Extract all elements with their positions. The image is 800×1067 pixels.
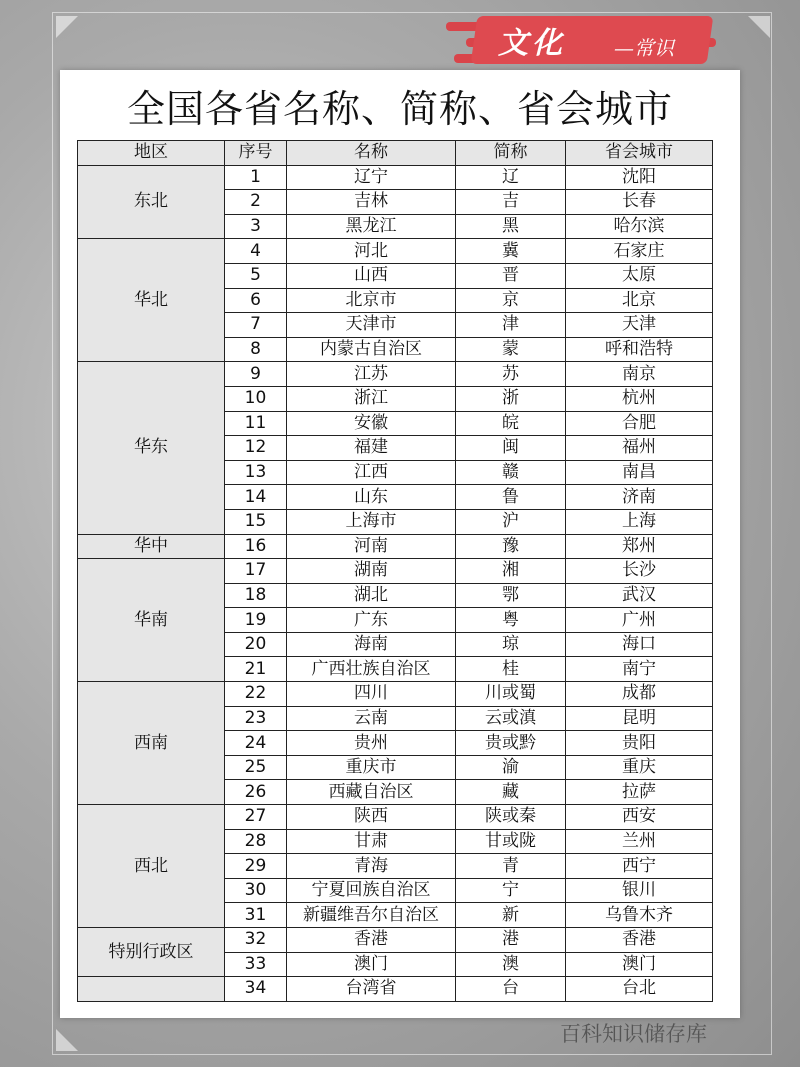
index-cell: 10 [225, 386, 287, 411]
index-cell: 33 [225, 952, 287, 977]
abbr-cell: 蒙 [456, 337, 566, 362]
page-title: 全国各省名称、简称、省会城市 [126, 87, 673, 131]
abbr-cell: 鄂 [456, 583, 566, 608]
capital-cell: 福州 [566, 436, 713, 461]
capital-cell: 上海 [566, 509, 713, 534]
name-cell: 吉林 [287, 190, 456, 215]
name-cell: 广东 [287, 608, 456, 633]
table-row [78, 165, 713, 190]
index-cell: 1 [225, 165, 287, 190]
name-cell: 江苏 [287, 362, 456, 387]
capital-cell: 重庆 [566, 755, 713, 780]
capital-cell: 昆明 [566, 706, 713, 731]
capital-cell: 呼和浩特 [566, 337, 713, 362]
name-cell: 西藏自治区 [287, 780, 456, 805]
capital-cell: 武汉 [566, 583, 713, 608]
table-row [78, 239, 713, 264]
name-cell: 辽宁 [287, 165, 456, 190]
name-cell: 陕西 [287, 805, 456, 830]
abbr-cell: 云或滇 [456, 706, 566, 731]
abbr-cell: 皖 [456, 411, 566, 436]
capital-cell: 贵阳 [566, 731, 713, 756]
capital-cell: 西宁 [566, 854, 713, 879]
abbr-cell: 赣 [456, 460, 566, 485]
abbr-cell: 湘 [456, 559, 566, 584]
abbr-cell: 渝 [456, 755, 566, 780]
name-cell: 江西 [287, 460, 456, 485]
capital-cell: 台北 [566, 977, 713, 1002]
abbr-cell: 闽 [456, 436, 566, 461]
name-cell: 山西 [287, 263, 456, 288]
name-cell: 北京市 [287, 288, 456, 313]
header-capital: 省会城市 [566, 141, 713, 166]
abbr-cell: 冀 [456, 239, 566, 264]
name-cell: 山东 [287, 485, 456, 510]
corner-ornament [56, 16, 78, 38]
index-cell: 15 [225, 509, 287, 534]
name-cell: 河南 [287, 534, 456, 559]
name-cell: 广西壮族自治区 [287, 657, 456, 682]
abbr-cell: 桂 [456, 657, 566, 682]
header-abbr: 简称 [456, 141, 566, 166]
name-cell: 河北 [287, 239, 456, 264]
index-cell: 11 [225, 411, 287, 436]
abbr-cell: 豫 [456, 534, 566, 559]
index-cell: 24 [225, 731, 287, 756]
index-cell: 7 [225, 313, 287, 338]
capital-cell: 澳门 [566, 952, 713, 977]
index-cell: 20 [225, 632, 287, 657]
index-cell: 3 [225, 214, 287, 239]
capital-cell: 南昌 [566, 460, 713, 485]
abbr-cell: 粤 [456, 608, 566, 633]
capital-cell: 广州 [566, 608, 713, 633]
name-cell: 四川 [287, 682, 456, 707]
capital-cell: 天津 [566, 313, 713, 338]
abbr-cell: 晋 [456, 263, 566, 288]
capital-cell: 成都 [566, 682, 713, 707]
abbr-cell: 京 [456, 288, 566, 313]
index-cell: 8 [225, 337, 287, 362]
table-row [78, 559, 713, 584]
name-cell: 福建 [287, 436, 456, 461]
table-row [78, 682, 713, 707]
header-region: 地区 [78, 141, 225, 166]
index-cell: 6 [225, 288, 287, 313]
capital-cell: 郑州 [566, 534, 713, 559]
region-cell [78, 977, 225, 1002]
capital-cell: 西安 [566, 805, 713, 830]
index-cell: 12 [225, 436, 287, 461]
index-cell: 29 [225, 854, 287, 879]
index-cell: 27 [225, 805, 287, 830]
index-cell: 22 [225, 682, 287, 707]
badge-main-text: 文化 [498, 26, 566, 61]
badge-sub-text: —常识 [614, 36, 674, 60]
abbr-cell: 辽 [456, 165, 566, 190]
abbr-cell: 琼 [456, 632, 566, 657]
index-cell: 34 [225, 977, 287, 1002]
table-row [78, 977, 713, 1002]
name-cell: 澳门 [287, 952, 456, 977]
abbr-cell: 港 [456, 928, 566, 953]
name-cell: 湖北 [287, 583, 456, 608]
table-body [78, 165, 713, 1001]
index-cell: 28 [225, 829, 287, 854]
region-cell: 华南 [78, 559, 225, 682]
abbr-cell: 吉 [456, 190, 566, 215]
capital-cell: 北京 [566, 288, 713, 313]
index-cell: 17 [225, 559, 287, 584]
abbr-cell: 陕或秦 [456, 805, 566, 830]
abbr-cell: 川或蜀 [456, 682, 566, 707]
index-cell: 16 [225, 534, 287, 559]
header-name: 名称 [287, 141, 456, 166]
abbr-cell: 苏 [456, 362, 566, 387]
index-cell: 30 [225, 878, 287, 903]
abbr-cell: 澳 [456, 952, 566, 977]
region-cell: 西南 [78, 682, 225, 805]
name-cell: 上海市 [287, 509, 456, 534]
capital-cell: 杭州 [566, 386, 713, 411]
index-cell: 2 [225, 190, 287, 215]
abbr-cell: 黑 [456, 214, 566, 239]
abbr-cell: 藏 [456, 780, 566, 805]
index-cell: 25 [225, 755, 287, 780]
abbr-cell: 甘或陇 [456, 829, 566, 854]
province-table [77, 140, 713, 1002]
region-cell: 华东 [78, 362, 225, 534]
capital-cell: 南宁 [566, 657, 713, 682]
capital-cell: 哈尔滨 [566, 214, 713, 239]
capital-cell: 太原 [566, 263, 713, 288]
index-cell: 18 [225, 583, 287, 608]
table-row [78, 534, 713, 559]
culture-badge [446, 12, 734, 70]
table-row [78, 805, 713, 830]
capital-cell: 沈阳 [566, 165, 713, 190]
name-cell: 香港 [287, 928, 456, 953]
name-cell: 重庆市 [287, 755, 456, 780]
corner-ornament [56, 1029, 78, 1051]
name-cell: 内蒙古自治区 [287, 337, 456, 362]
index-cell: 9 [225, 362, 287, 387]
name-cell: 安徽 [287, 411, 456, 436]
name-cell: 云南 [287, 706, 456, 731]
region-cell: 华中 [78, 534, 225, 559]
capital-cell: 乌鲁木齐 [566, 903, 713, 928]
capital-cell: 拉萨 [566, 780, 713, 805]
name-cell: 甘肃 [287, 829, 456, 854]
name-cell: 贵州 [287, 731, 456, 756]
region-cell: 华北 [78, 239, 225, 362]
table-row [78, 928, 713, 953]
abbr-cell: 台 [456, 977, 566, 1002]
index-cell: 4 [225, 239, 287, 264]
index-cell: 32 [225, 928, 287, 953]
region-cell: 西北 [78, 805, 225, 928]
corner-ornament [748, 16, 770, 38]
name-cell: 湖南 [287, 559, 456, 584]
capital-cell: 石家庄 [566, 239, 713, 264]
abbr-cell: 鲁 [456, 485, 566, 510]
name-cell: 黑龙江 [287, 214, 456, 239]
index-cell: 23 [225, 706, 287, 731]
index-cell: 31 [225, 903, 287, 928]
abbr-cell: 贵或黔 [456, 731, 566, 756]
name-cell: 青海 [287, 854, 456, 879]
capital-cell: 长沙 [566, 559, 713, 584]
table-header-row [78, 141, 713, 166]
index-cell: 5 [225, 263, 287, 288]
capital-cell: 兰州 [566, 829, 713, 854]
abbr-cell: 津 [456, 313, 566, 338]
name-cell: 宁夏回族自治区 [287, 878, 456, 903]
watermark: 百科知识储存库 [560, 1022, 707, 1046]
capital-cell: 银川 [566, 878, 713, 903]
name-cell: 海南 [287, 632, 456, 657]
capital-cell: 长春 [566, 190, 713, 215]
abbr-cell: 浙 [456, 386, 566, 411]
index-cell: 13 [225, 460, 287, 485]
capital-cell: 济南 [566, 485, 713, 510]
table-row [78, 362, 713, 387]
region-cell: 特别行政区 [78, 928, 225, 977]
abbr-cell: 青 [456, 854, 566, 879]
capital-cell: 海口 [566, 632, 713, 657]
index-cell: 19 [225, 608, 287, 633]
index-cell: 21 [225, 657, 287, 682]
index-cell: 26 [225, 780, 287, 805]
name-cell: 天津市 [287, 313, 456, 338]
capital-cell: 香港 [566, 928, 713, 953]
abbr-cell: 沪 [456, 509, 566, 534]
name-cell: 浙江 [287, 386, 456, 411]
abbr-cell: 宁 [456, 878, 566, 903]
index-cell: 14 [225, 485, 287, 510]
header-index: 序号 [225, 141, 287, 166]
name-cell: 台湾省 [287, 977, 456, 1002]
name-cell: 新疆维吾尔自治区 [287, 903, 456, 928]
region-cell: 东北 [78, 165, 225, 239]
abbr-cell: 新 [456, 903, 566, 928]
capital-cell: 南京 [566, 362, 713, 387]
capital-cell: 合肥 [566, 411, 713, 436]
